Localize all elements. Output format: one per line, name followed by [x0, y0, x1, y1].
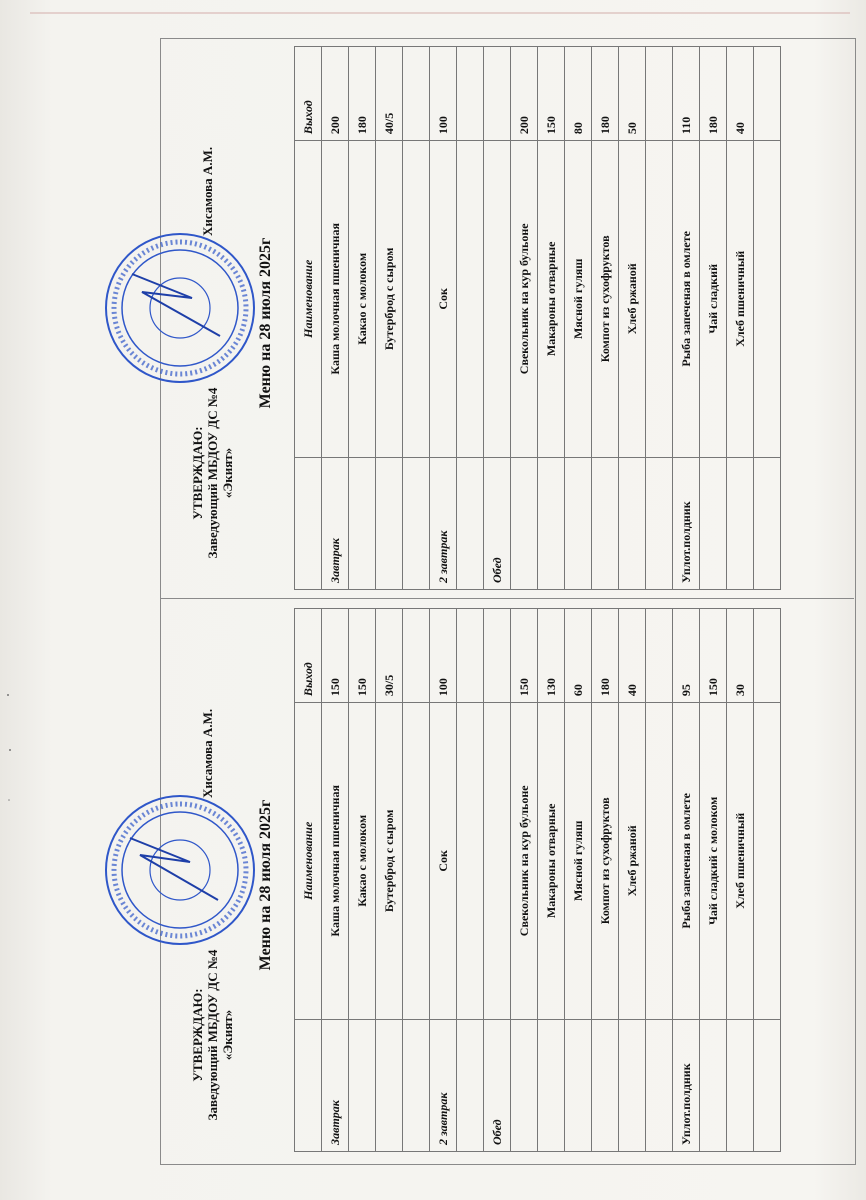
- output-cell: 180: [592, 47, 619, 141]
- meal-cell: [511, 457, 538, 589]
- panel-divider: [160, 598, 854, 599]
- table-row: [457, 609, 484, 1152]
- table-row: [619, 609, 646, 1152]
- meal-cell: [403, 457, 430, 589]
- meal-cell: [646, 1019, 673, 1151]
- meal-cell: [349, 457, 376, 589]
- meal-cell: Обед: [484, 1019, 511, 1151]
- output-cell: 40/5: [376, 47, 403, 141]
- meal-cell: [376, 1019, 403, 1151]
- dish-cell: Мясной гуляш: [565, 141, 592, 457]
- output-cell: 200: [322, 47, 349, 141]
- approver-position: Заведующий МБДОУ ДС №4: [205, 949, 220, 1121]
- dish-cell: [754, 141, 781, 457]
- table-row: [484, 47, 511, 590]
- meal-cell: [619, 457, 646, 589]
- dish-cell: Бутерброд с сыром: [376, 141, 403, 457]
- output-cell: 95: [673, 609, 700, 703]
- meal-cell: [727, 1019, 754, 1151]
- col-meal: [295, 457, 322, 589]
- menu-title: Меню на 28 июля 2025г: [257, 237, 274, 409]
- meal-cell: [403, 1019, 430, 1151]
- signer-name: Хисамова А.М.: [200, 146, 215, 236]
- table-row: [511, 47, 538, 590]
- table-row: [349, 47, 376, 590]
- table-row: [457, 47, 484, 590]
- table-row: [565, 609, 592, 1152]
- table-row: [673, 47, 700, 590]
- menu-panel-2: [162, 38, 854, 598]
- dish-cell: Бутерброд с сыром: [376, 703, 403, 1019]
- table-row: [727, 609, 754, 1152]
- table-row: [322, 609, 349, 1152]
- output-cell: [754, 609, 781, 703]
- official-stamp: [100, 790, 260, 950]
- output-cell: 180: [700, 47, 727, 141]
- official-stamp: [100, 228, 260, 388]
- meal-cell: 2 завтрак: [430, 457, 457, 589]
- meal-cell: [646, 457, 673, 589]
- top-edge-line: [30, 12, 850, 14]
- table-row: [565, 47, 592, 590]
- table-header-row: [295, 609, 322, 1152]
- dish-cell: Сок: [430, 141, 457, 457]
- output-cell: 80: [565, 47, 592, 141]
- meal-cell: Завтрак: [322, 1019, 349, 1151]
- menu-table-1: [294, 608, 781, 1152]
- table-row: [538, 47, 565, 590]
- menu-title: Меню на 28 июля 2025г: [257, 799, 274, 971]
- output-cell: [457, 609, 484, 703]
- output-cell: [646, 609, 673, 703]
- output-cell: 180: [592, 609, 619, 703]
- output-cell: 150: [511, 609, 538, 703]
- table-row: [511, 609, 538, 1152]
- dish-cell: [646, 141, 673, 457]
- dish-cell: Мясной гуляш: [565, 703, 592, 1019]
- meal-cell: 2 завтрак: [430, 1019, 457, 1151]
- dish-cell: [754, 703, 781, 1019]
- output-cell: 100: [430, 609, 457, 703]
- meal-cell: Уплот.полдник: [673, 457, 700, 589]
- meal-cell: Завтрак: [322, 457, 349, 589]
- meal-cell: [349, 1019, 376, 1151]
- meal-cell: [754, 1019, 781, 1151]
- dish-cell: [484, 703, 511, 1019]
- output-cell: [646, 47, 673, 141]
- meal-cell: [619, 1019, 646, 1151]
- table-row: [322, 47, 349, 590]
- table-row: [430, 609, 457, 1152]
- output-cell: [403, 609, 430, 703]
- table-row: [430, 47, 457, 590]
- dish-cell: [457, 703, 484, 1019]
- dish-cell: Свекольник на кур бульоне: [511, 141, 538, 457]
- table-row: [646, 609, 673, 1152]
- output-cell: 30/5: [376, 609, 403, 703]
- meal-cell: [754, 457, 781, 589]
- dish-cell: Сок: [430, 703, 457, 1019]
- dish-cell: Рыба запеченая в омлете: [673, 141, 700, 457]
- output-cell: 110: [673, 47, 700, 141]
- table-row: [619, 47, 646, 590]
- org-name: «Экият»: [220, 1009, 235, 1061]
- scan-specks: [0, 690, 20, 830]
- dish-cell: [403, 141, 430, 457]
- table-row: [538, 609, 565, 1152]
- dish-cell: Хлеб пшеничный: [727, 703, 754, 1019]
- meal-cell: [457, 1019, 484, 1151]
- dish-cell: Рыба запеченая в омлете: [673, 703, 700, 1019]
- meal-cell: Обед: [484, 457, 511, 589]
- dish-cell: Чай сладкий с молоком: [700, 703, 727, 1019]
- output-cell: 150: [349, 609, 376, 703]
- menu-panel-1: [162, 600, 854, 1160]
- menu-table-2: [294, 46, 781, 590]
- table-row: [646, 47, 673, 590]
- col-output: Выход: [295, 609, 322, 703]
- dish-cell: [457, 141, 484, 457]
- meal-cell: [700, 457, 727, 589]
- dish-cell: [403, 703, 430, 1019]
- output-cell: [484, 609, 511, 703]
- table-row: [403, 609, 430, 1152]
- table-row: [592, 47, 619, 590]
- dish-cell: Макароны отварные: [538, 703, 565, 1019]
- meal-cell: [592, 457, 619, 589]
- table-header-row: [295, 47, 322, 590]
- output-cell: [484, 47, 511, 141]
- table-row: [349, 609, 376, 1152]
- approve-label: УТВЕРЖДАЮ:: [190, 426, 205, 520]
- org-name: «Экият»: [220, 447, 235, 499]
- table-row: [727, 47, 754, 590]
- meal-cell: [457, 457, 484, 589]
- table-row: [754, 609, 781, 1152]
- output-cell: 200: [511, 47, 538, 141]
- dish-cell: [646, 703, 673, 1019]
- output-cell: 150: [700, 609, 727, 703]
- col-name: Наименование: [295, 703, 322, 1019]
- output-cell: 40: [727, 47, 754, 141]
- dish-cell: Какао с молоком: [349, 141, 376, 457]
- table-row: [700, 609, 727, 1152]
- output-cell: 150: [538, 47, 565, 141]
- output-cell: 30: [727, 609, 754, 703]
- output-cell: 40: [619, 609, 646, 703]
- table-row: [754, 47, 781, 590]
- meal-cell: [727, 457, 754, 589]
- table-row: [592, 609, 619, 1152]
- table-row: [376, 47, 403, 590]
- meal-cell: [592, 1019, 619, 1151]
- col-name: Наименование: [295, 141, 322, 457]
- dish-cell: Хлеб ржаной: [619, 141, 646, 457]
- col-meal: [295, 1019, 322, 1151]
- meal-cell: [511, 1019, 538, 1151]
- dish-cell: Каша молочная пшеничная: [322, 703, 349, 1019]
- approve-label: УТВЕРЖДАЮ:: [190, 988, 205, 1082]
- output-cell: 100: [430, 47, 457, 141]
- dish-cell: Макароны отварные: [538, 141, 565, 457]
- dish-cell: Каша молочная пшеничная: [322, 141, 349, 457]
- table-row: [700, 47, 727, 590]
- output-cell: [403, 47, 430, 141]
- dish-cell: [484, 141, 511, 457]
- col-output: Выход: [295, 47, 322, 141]
- dish-cell: Хлеб пшеничный: [727, 141, 754, 457]
- dish-cell: Компот из сухофруктов: [592, 703, 619, 1019]
- meal-cell: [565, 457, 592, 589]
- output-cell: 180: [349, 47, 376, 141]
- dish-cell: Чай сладкий: [700, 141, 727, 457]
- meal-cell: [538, 457, 565, 589]
- dish-cell: Свекольник на кур бульоне: [511, 703, 538, 1019]
- output-cell: [457, 47, 484, 141]
- signer-name: Хисамова А.М.: [200, 708, 215, 798]
- table-row: [403, 47, 430, 590]
- output-cell: 50: [619, 47, 646, 141]
- approver-position: Заведующий МБДОУ ДС №4: [205, 387, 220, 559]
- meal-cell: [565, 1019, 592, 1151]
- dish-cell: Хлеб ржаной: [619, 703, 646, 1019]
- table-row: [673, 609, 700, 1152]
- meal-cell: [700, 1019, 727, 1151]
- output-cell: 150: [322, 609, 349, 703]
- table-row: [484, 609, 511, 1152]
- output-cell: 130: [538, 609, 565, 703]
- meal-cell: Уплот.полдник: [673, 1019, 700, 1151]
- meal-cell: [376, 457, 403, 589]
- dish-cell: Какао с молоком: [349, 703, 376, 1019]
- meal-cell: [538, 1019, 565, 1151]
- table-row: [376, 609, 403, 1152]
- dish-cell: Компот из сухофруктов: [592, 141, 619, 457]
- output-cell: 60: [565, 609, 592, 703]
- output-cell: [754, 47, 781, 141]
